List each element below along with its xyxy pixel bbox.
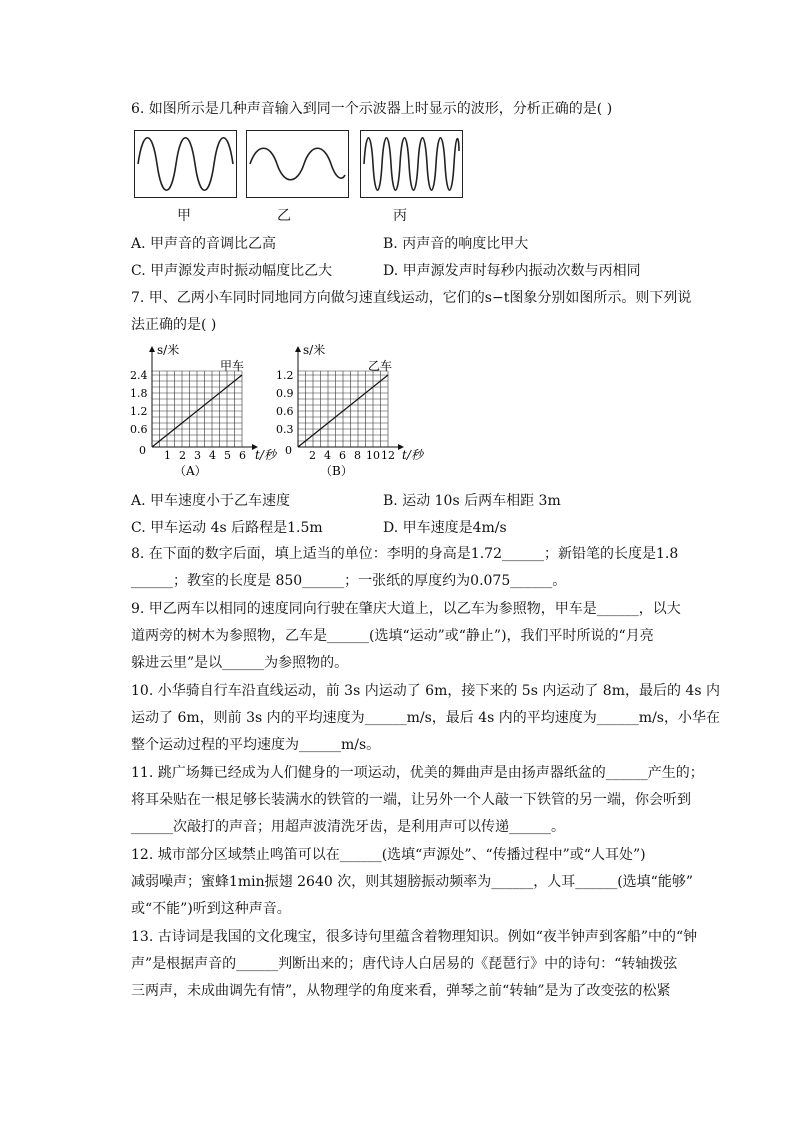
q13-line3: 三两声，未成曲调先有情”，从物理学的角度来看，弹琴之前“转轴”是为了改变弦的松紧 (131, 983, 671, 999)
q12-line1: 12. 城市部分区域禁止鸣笛可以在______(选填“声源处”、“传播过程中”或“人耳处”) (131, 847, 646, 863)
graph-a-y-tick: 1.2 (130, 405, 148, 418)
graph-a-origin: 0 (139, 444, 146, 457)
q9-line1: 9. 甲乙两车以相同的速度同向行驶在肇庆大道上，以乙车为参照物，甲车是______，以大 (131, 601, 681, 617)
graph-b-x-unit: t/秒 (402, 448, 423, 462)
graph-a-y-tick: 0.6 (130, 423, 148, 436)
waveform-label-jia: 甲 (177, 208, 191, 224)
waveform-jia (134, 130, 237, 198)
graph-b (272, 340, 432, 480)
q13-line2: 声”是根据声音的______判断出来的；唐代诗人白居易的《琵琶行》中的诗句：“转轴拨弦 (131, 956, 678, 972)
q6-option-a: A. 甲声音的音调比乙高 (131, 236, 277, 252)
q6-stem: 6. 如图所示是几种声音输入到同一个示波器上时显示的波形，分析正确的是( ) (131, 101, 613, 117)
graph-b-y-tick: 1.2 (276, 369, 294, 382)
q7-stem-line2: 法正确的是( ) (131, 317, 217, 333)
graph-b-x-tick: 12 (381, 449, 395, 462)
graph-b-y-tick: 0.6 (276, 405, 294, 418)
waveform-label-yi: 乙 (277, 208, 291, 224)
q13-line1: 13. 古诗词是我国的文化瑰宝，很多诗句里蕴含着物理知识。例如“夜半钟声到客船”中的“钟 (131, 929, 698, 945)
q11-line1: 11. 跳广场舞已经成为人们健身的一项运动，优美的舞曲声是由扬声器纸盆的______产生的； (131, 765, 704, 781)
graph-b-series-label: 乙车 (368, 359, 393, 373)
q7-option-b: B. 运动 10s 后两车相距 3m (383, 493, 561, 509)
graph-a-y-tick: 2.4 (130, 369, 148, 382)
graph-b-x-tick: 10 (366, 449, 380, 462)
q9-line3: 躲进云里”是以______为参照物的。 (131, 655, 349, 671)
graph-b-x-tick: 6 (339, 449, 346, 462)
graph-a-y-unit: s/米 (157, 343, 180, 357)
graph-a-x-tick: 1 (164, 449, 171, 462)
q8-line2: ______；教室的长度是 850______；一张纸的厚度约为0.075______。 (131, 573, 567, 589)
graph-b-y-tick: 0.3 (276, 423, 294, 436)
q6-option-d: D. 甲声源发声时每秒内振动次数与丙相同 (383, 263, 641, 279)
q7-stem-line1: 7. 甲、乙两小车同时同地同方向做匀速直线运动，它们的s−t图象分别如图所示。则下列说 (131, 290, 692, 306)
q11-line2: 将耳朵贴在一根足够长装满水的铁管的一端，让另外一个人敲一下铁管的另一端，你会听到 (131, 792, 691, 808)
q10-line1: 10. 小华骑自行车沿直线运动，前 3s 内运动了 6m，接下来的 5s 内运动了 8m，最后的 4s 内 (131, 683, 720, 699)
q7-option-a: A. 甲车速度小于乙车速度 (131, 493, 291, 509)
q10-line2: 运动了 6m，则前 3s 内的平均速度为______m/s，最后 4s 内的平均速度为______m/s，小华在 (131, 710, 720, 726)
q6-option-c: C. 甲声源发声时振动幅度比乙大 (131, 263, 333, 279)
graph-a-x-tick: 4 (209, 449, 216, 462)
graph-a-caption: （A） (174, 464, 207, 478)
q12-line2: 减弱噪声；蜜蜂1min振翅 2640 次，则其翅膀振动频率为______，人耳______(选填“能够” (131, 874, 693, 890)
graph-b-caption: （B） (320, 464, 353, 478)
graph-a (128, 340, 278, 480)
graph-a-x-tick: 3 (194, 449, 201, 462)
graph-a-x-unit: t/秒 (255, 448, 276, 462)
waveform-bing (360, 130, 463, 198)
q7-option-c: C. 甲车运动 4s 后路程是1.5m (131, 520, 323, 536)
q8-line1: 8. 在下面的数字后面，填上适当的单位：李明的身高是1.72______；新铅笔的长度是1.8 (131, 546, 679, 562)
graph-a-y-tick: 1.8 (130, 387, 148, 400)
graph-b-x-tick: 4 (324, 449, 331, 462)
graph-b-origin: 0 (285, 444, 292, 457)
q12-line3: 或“不能”)听到这种声音。 (131, 901, 291, 917)
graph-b-x-tick: 2 (309, 449, 316, 462)
graph-b-y-tick: 0.9 (276, 387, 294, 400)
graph-a-x-tick: 2 (179, 449, 186, 462)
graph-a-series-label: 甲车 (220, 359, 245, 373)
graph-a-x-tick: 5 (224, 449, 231, 462)
q9-line2: 道两旁的树木为参照物，乙车是______(选填“运动”或“静止”)，我们平时所说的“月亮 (131, 628, 654, 644)
q10-line3: 整个运动过程的平均速度为______m/s。 (131, 737, 381, 753)
waveform-yi (246, 130, 349, 198)
waveform-label-bing: 丙 (393, 208, 407, 224)
graph-b-y-unit: s/米 (303, 343, 326, 357)
q6-option-b: B. 丙声音的响度比甲大 (383, 236, 529, 252)
graph-a-x-tick: 6 (239, 449, 246, 462)
graph-b-x-tick: 8 (354, 449, 361, 462)
q7-option-d: D. 甲车速度是4m/s (383, 520, 507, 536)
q11-line3: ______次敲打的声音；用超声波清洗牙齿，是利用声可以传递______。 (131, 819, 565, 835)
